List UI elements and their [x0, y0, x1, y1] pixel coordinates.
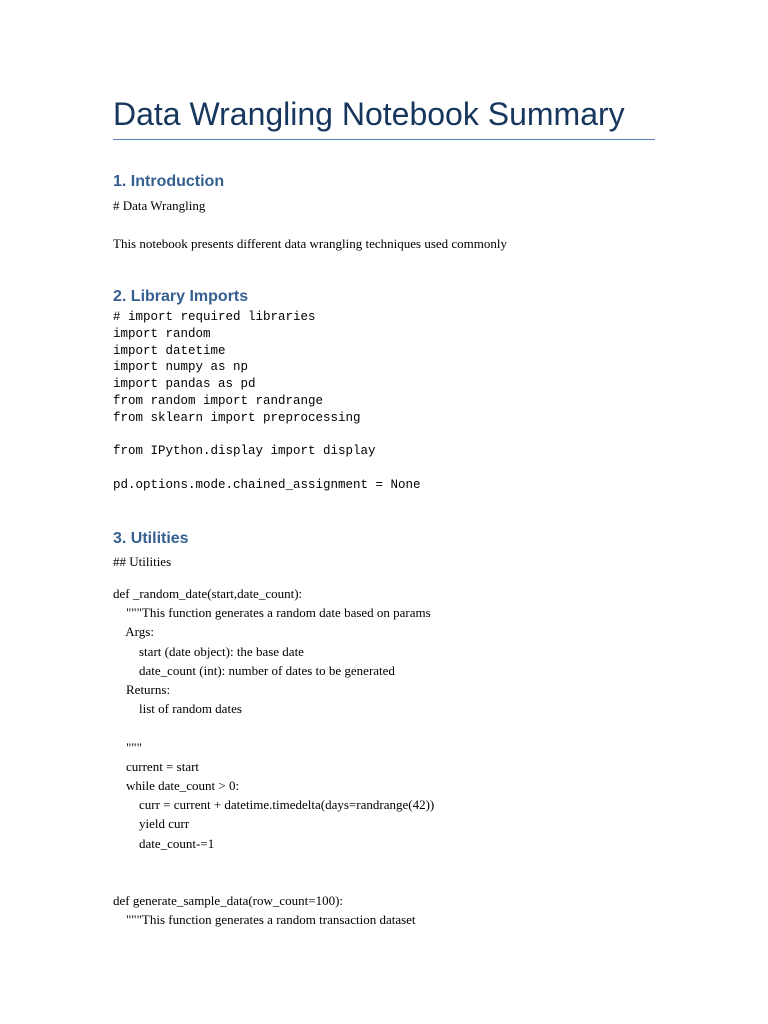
- intro-description: This notebook presents different data wrangling techniques used commonly: [113, 236, 507, 251]
- section-heading-library-imports: 2. Library Imports: [113, 288, 249, 305]
- title-divider: [113, 139, 655, 140]
- section-heading-utilities: 3. Utilities: [113, 530, 189, 547]
- intro-markdown-heading: # Data Wrangling: [113, 198, 206, 213]
- section-heading-introduction: 1. Introduction: [113, 173, 225, 190]
- document-title: Data Wrangling Notebook Summary: [113, 96, 625, 132]
- imports-code-block: # import required libraries import random import datetime import numpy as np import pandas as pd from random import randrange from sklearn import preprocessing from IPython.display import display pd.options.mode.chained_assignment = None: [113, 310, 421, 492]
- utilities-code-block: def _random_date(start,date_count): """This function generates a random date based on params Args: start (date object): the base date date_count (int): number of dates to be generated Returns: list of random dates """ current = start while date_count > 0: curr = current + datetime.timedelta(days=randrange(42)) yield curr date_count-=1 def generate_sample_data(row_count=100): """This function generates a random transaction dataset: [113, 586, 435, 928]
- utilities-markdown-heading: ## Utilities: [113, 554, 172, 569]
